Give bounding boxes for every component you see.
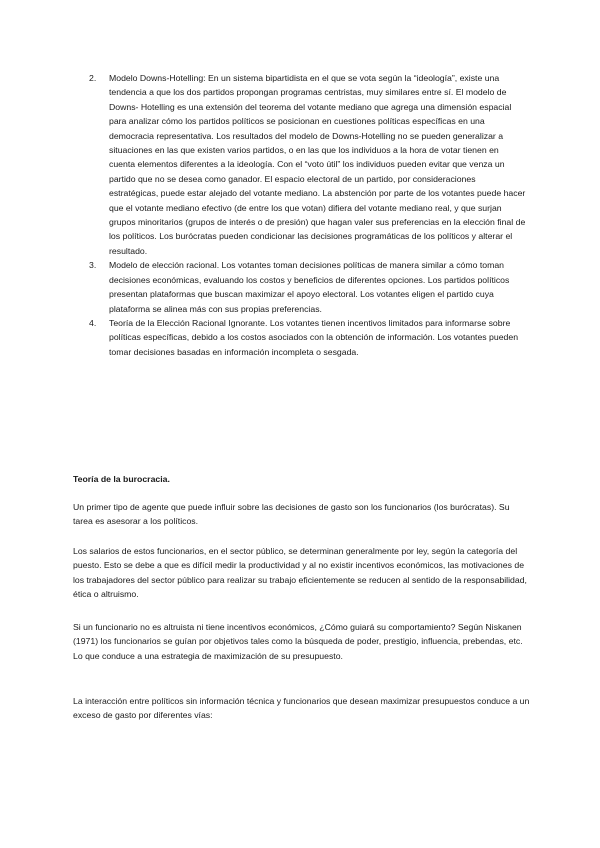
list-item-number: 3.: [89, 260, 97, 271]
section-heading: Teoría de la burocracia.: [73, 474, 170, 484]
paragraph: La interacción entre políticos sin información técnica y funcionarios que desean maximizar presupuestos conduce a un exceso de gasto por diferentes vías:: [73, 696, 530, 721]
list-item: [89, 71, 527, 258]
paragraph: Un primer tipo de agente que puede influir sobre las decisiones de gasto son los funcionarios (los burócratas). Su tarea es asesorar a los políticos.: [73, 502, 510, 527]
list-item: [89, 316, 527, 359]
list-item-number: 2.: [89, 73, 97, 83]
list-item-text: Modelo de elección racional. Los votantes toman decisiones políticas de manera similar a cómo toman decisiones económicas, evaluando los costos y beneficios de diferentes opciones. Los partidos políticos presentan plataformas que buscan maximizar el apoyo electoral. Los votantes eligen el partido cuya plataforma se alinea más con sus propias preferencias.: [109, 260, 510, 314]
numbered-list: [89, 71, 527, 359]
paragraph: Los salarios de estos funcionarios, en el sector público, se determinan generalmente por ley, según la categoría del puesto. Esto se debe a que es difícil medir la productividad y al no existir incentivos económicos, las motivaciones de los trabajadores del sector público para realizar su trabajo eficientemente se reducen al sentido de la responsabilidad, ética o altruismo.: [73, 546, 527, 600]
list-item-number: 4.: [89, 317, 97, 328]
list-item-text: Modelo Downs-Hotelling: En un sistema bipartidista en el que se vota según la “ideología”, existe una tendencia a que los dos partidos propongan programas centristas, muy similares entre sí. El modelo de Downs- Hotelling es una extensión del teorema del votante mediano que agrega una dimensión espacial para analizar cómo los partidos políticos se posicionan en cuestiones políticas específicas en una democracia representativa. Los resultados del modelo de Downs-Hotelling no se pueden generalizar a situaciones en las que existen varios partidos, o en las que los individuos a la hora de votar tienen en cuenta elementos diferentes a la ideología. Con el “voto útil” los individuos pueden evitar que venza un partido que no se desea como ganador. El espacio electoral de un partido, por consideraciones estratégicas, puede estar alejado del votante mediano. La abstención por parte de los votantes puede hacer que el votante mediano efectivo (de entre los que votan) difiera del votante mediano real, y que surjan grupos minoritarios (grupos de interés o de presión) que hagan valer sus preferencias en la elección final de los políticos. Los burócratas pueden condicionar las decisiones programáticas de los políticos y alterar el resultado.: [109, 73, 526, 256]
list-item-text: Teoría de la Elección Racional Ignorante. Los votantes tienen incentivos limitados para informarse sobre políticas específicas, debido a los costos asociados con la obtención de información. Los votantes pueden tomar decisiones basadas en información incompleta o sesgada.: [109, 317, 519, 357]
paragraph: Si un funcionario no es altruista ni tiene incentivos económicos, ¿Cómo guiará su comportamiento? Según Niskanen (1971) los funcionarios se guían por objetivos tales como la búsqueda de poder, prestigio, influencia, prebendas, etc. Lo que conduce a una estrategia de maximización de su presupuesto.: [73, 622, 523, 661]
list-item: [89, 258, 527, 316]
